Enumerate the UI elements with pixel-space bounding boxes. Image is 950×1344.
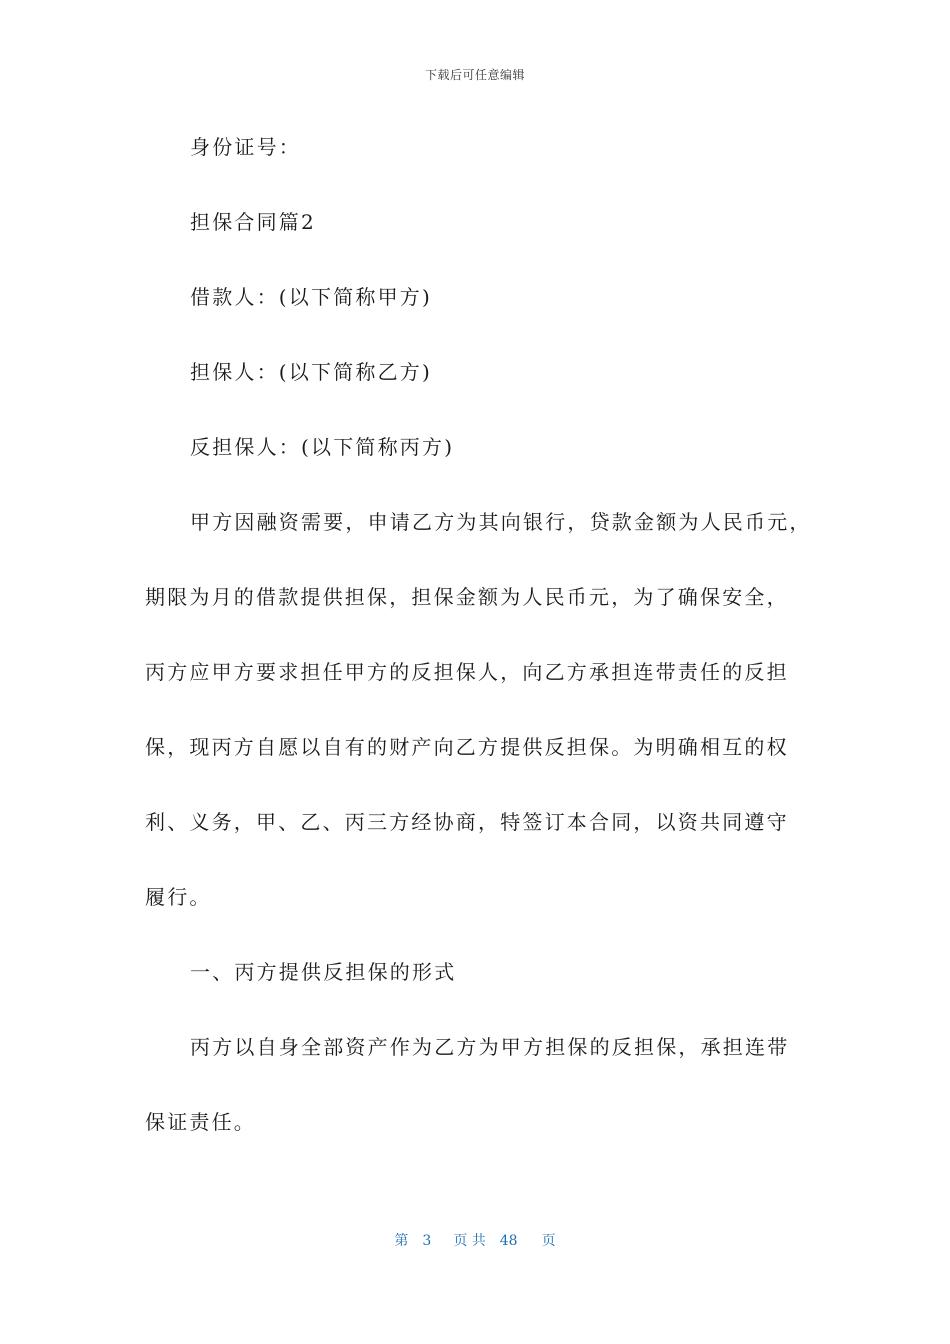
id-number-label: 身份证号：: [190, 135, 301, 159]
paragraph-line: 履行。: [145, 885, 212, 909]
paragraph-line: 期限为月的借款提供担保，担保金额为人民币元，为了确保安全，: [145, 585, 789, 609]
counter-guarantor-line: 反担保人：(以下简称丙方): [190, 435, 455, 459]
guarantor-line: 担保人：(以下简称乙方): [190, 360, 433, 384]
page-number-footer: [0, 1230, 950, 1250]
section-title: 担保合同篇2: [190, 210, 316, 234]
footer-middle: 页 共: [453, 1233, 486, 1249]
paragraph-line: 保，现丙方自愿以自有的财产向乙方提供反担保。为明确相互的权: [145, 735, 789, 759]
paragraph-line: 丙方应甲方要求担任甲方的反担保人，向乙方承担连带责任的反担: [145, 660, 789, 684]
paragraph-line: 丙方以自身全部资产作为乙方为甲方担保的反担保，承担连带: [190, 1035, 790, 1059]
paragraph-line: 甲方因融资需要，申请乙方为其向银行，贷款金额为人民币元，: [190, 510, 812, 534]
footer-prefix: 第: [394, 1233, 409, 1249]
current-page-number: 3: [422, 1233, 432, 1249]
clause-heading: 一、丙方提供反担保的形式: [190, 960, 457, 984]
page-header-note: 下载后可任意编辑: [424, 68, 525, 82]
footer-suffix: 页: [541, 1233, 556, 1249]
paragraph-line: 保证责任。: [145, 1110, 256, 1134]
paragraph-line: 利、义务，甲、乙、丙三方经协商，特签订本合同，以资共同遵守: [145, 810, 789, 834]
borrower-line: 借款人：(以下简称甲方): [190, 285, 433, 309]
total-pages-number: 48: [499, 1233, 518, 1249]
